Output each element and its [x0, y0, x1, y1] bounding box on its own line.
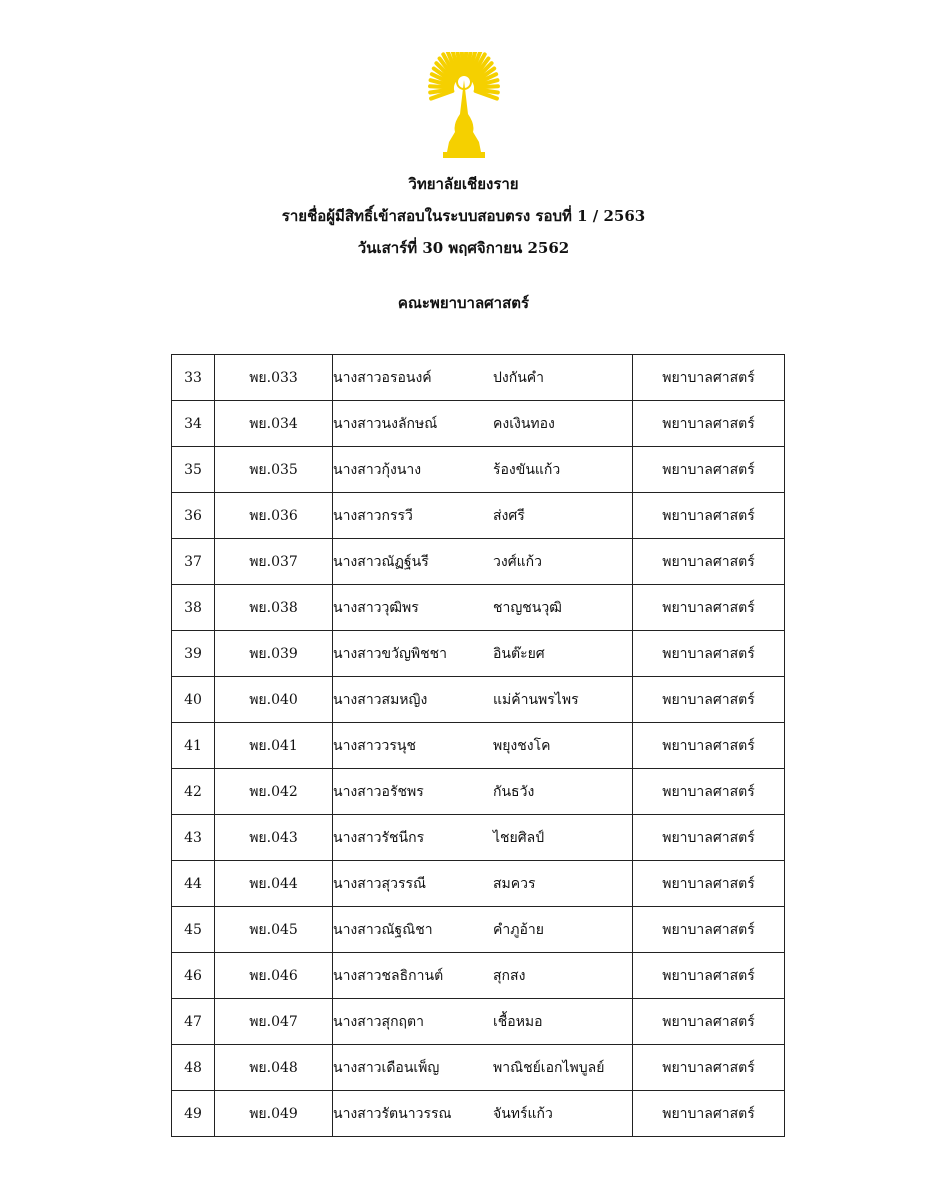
emblem-base — [443, 152, 485, 158]
candidate-name — [333, 355, 633, 401]
candidate-name — [333, 631, 633, 677]
candidate-first-name: นางสาวสุกฤตา — [333, 1013, 424, 1030]
candidate-last-name: ชาญชนวุฒิ — [493, 599, 562, 616]
candidate-faculty: พยาบาลศาสตร์ — [633, 401, 785, 447]
candidate-id: พย.043 — [215, 815, 333, 861]
candidate-id: พย.035 — [215, 447, 333, 493]
candidate-last-name: คงเงินทอง — [493, 415, 555, 432]
candidate-name — [333, 815, 633, 861]
table-row — [172, 723, 785, 769]
candidate-id: พย.042 — [215, 769, 333, 815]
candidate-last-name: พยุงชงโค — [493, 737, 551, 754]
candidate-id: พย.036 — [215, 493, 333, 539]
row-number: 45 — [172, 907, 215, 953]
candidate-last-name: แม่ค้านพรไพร — [493, 691, 579, 708]
candidate-name — [333, 907, 633, 953]
row-number: 36 — [172, 493, 215, 539]
row-number: 39 — [172, 631, 215, 677]
candidate-last-name: ส่งศรี — [493, 507, 525, 524]
candidate-last-name: เชื้อหมอ — [493, 1013, 543, 1030]
candidate-first-name: นางสาวอรอนงค์ — [333, 369, 432, 386]
candidate-faculty: พยาบาลศาสตร์ — [633, 1045, 785, 1091]
table-row — [172, 493, 785, 539]
candidate-last-name: อินต๊ะยศ — [493, 645, 545, 662]
exam-date: วันเสาร์ที่ 30 พฤศจิกายน 2562 — [357, 239, 570, 257]
candidate-first-name: นางสาวสมหญิง — [333, 691, 428, 708]
table-row — [172, 861, 785, 907]
candidate-id: พย.037 — [215, 539, 333, 585]
row-number: 38 — [172, 585, 215, 631]
table-row — [172, 1091, 785, 1137]
candidate-faculty: พยาบาลศาสตร์ — [633, 907, 785, 953]
candidate-last-name: สมควร — [493, 875, 536, 892]
candidate-first-name: นางสาวณัฏฐ์นรี — [333, 553, 429, 570]
candidate-faculty: พยาบาลศาสตร์ — [633, 447, 785, 493]
table-row — [172, 999, 785, 1045]
candidate-id: พย.045 — [215, 907, 333, 953]
table-row — [172, 355, 785, 401]
candidate-first-name: นางสาวนงลักษณ์ — [333, 415, 438, 432]
candidate-id: พย.048 — [215, 1045, 333, 1091]
college-emblem-icon — [421, 52, 507, 160]
candidate-first-name: นางสาวเดือนเพ็ญ — [333, 1059, 440, 1076]
candidate-name — [333, 861, 633, 907]
candidate-last-name: วงศ์แก้ว — [493, 553, 542, 570]
table-row — [172, 1045, 785, 1091]
row-number: 49 — [172, 1091, 215, 1137]
candidate-faculty: พยาบาลศาสตร์ — [633, 769, 785, 815]
candidate-last-name: พาณิชย์เอกไพบูลย์ — [493, 1059, 605, 1076]
candidate-faculty: พยาบาลศาสตร์ — [633, 631, 785, 677]
candidate-last-name: จันทร์แก้ว — [493, 1105, 553, 1122]
candidate-faculty: พยาบาลศาสตร์ — [633, 861, 785, 907]
candidate-first-name: นางสาววุฒิพร — [333, 599, 419, 616]
table-row — [172, 815, 785, 861]
candidate-first-name: นางสาวชลธิกานต์ — [333, 967, 444, 984]
row-number: 37 — [172, 539, 215, 585]
row-number: 43 — [172, 815, 215, 861]
candidate-id: พย.046 — [215, 953, 333, 999]
row-number: 33 — [172, 355, 215, 401]
institution-name: วิทยาลัยเชียงราย — [408, 175, 519, 193]
faculty-heading: คณะพยาบาลศาสตร์ — [397, 294, 530, 312]
candidate-last-name: ร้องขันแก้ว — [493, 461, 561, 478]
candidate-name — [333, 447, 633, 493]
candidate-first-name: นางสาวรัตนาวรรณ — [333, 1105, 452, 1122]
table-row — [172, 585, 785, 631]
candidate-first-name: นางสาววรนุช — [333, 737, 416, 754]
candidate-faculty: พยาบาลศาสตร์ — [633, 815, 785, 861]
candidate-faculty: พยาบาลศาสตร์ — [633, 493, 785, 539]
candidate-name — [333, 769, 633, 815]
row-number: 40 — [172, 677, 215, 723]
candidate-table-body — [172, 355, 785, 1137]
candidate-id: พย.044 — [215, 861, 333, 907]
candidate-first-name: นางสาวอรัชพร — [333, 783, 424, 800]
candidate-faculty: พยาบาลศาสตร์ — [633, 999, 785, 1045]
candidate-last-name: สุกสง — [493, 967, 526, 984]
candidate-first-name: นางสาวกุ้งนาง — [333, 461, 422, 478]
table-row — [172, 447, 785, 493]
emblem-ray — [476, 86, 498, 87]
document-title: รายชื่อผู้มีสิทธิ์เข้าสอบในระบบสอบตรง รอบที่ 1 / 2563 — [281, 207, 646, 225]
candidate-id: พย.040 — [215, 677, 333, 723]
table-row — [172, 953, 785, 999]
candidate-last-name: คำภูอ้าย — [493, 921, 544, 938]
candidate-faculty: พยาบาลศาสตร์ — [633, 585, 785, 631]
candidate-id: พย.041 — [215, 723, 333, 769]
row-number: 42 — [172, 769, 215, 815]
table-row — [172, 677, 785, 723]
candidate-id: พย.033 — [215, 355, 333, 401]
candidate-faculty: พยาบาลศาสตร์ — [633, 677, 785, 723]
candidate-first-name: นางสาวสุวรรณี — [333, 875, 426, 892]
candidate-first-name: นางสาวกรรวี — [333, 507, 413, 524]
table-row — [172, 907, 785, 953]
candidate-id: พย.034 — [215, 401, 333, 447]
candidate-faculty: พยาบาลศาสตร์ — [633, 1091, 785, 1137]
row-number: 41 — [172, 723, 215, 769]
candidate-name — [333, 585, 633, 631]
candidate-id: พย.047 — [215, 999, 333, 1045]
row-number: 34 — [172, 401, 215, 447]
candidate-name — [333, 999, 633, 1045]
emblem-ray — [462, 52, 464, 76]
table-row — [172, 401, 785, 447]
college-emblem-graphic — [421, 52, 507, 160]
row-number: 47 — [172, 999, 215, 1045]
candidate-last-name: ไชยศิลป์ — [493, 829, 545, 846]
candidate-id: พย.049 — [215, 1091, 333, 1137]
candidate-name — [333, 1091, 633, 1137]
candidate-name — [333, 401, 633, 447]
candidate-name — [333, 493, 633, 539]
candidate-name — [333, 1045, 633, 1091]
table-row — [172, 769, 785, 815]
row-number: 35 — [172, 447, 215, 493]
candidate-last-name: ปงกันคำ — [493, 369, 544, 386]
candidate-name — [333, 677, 633, 723]
candidate-name — [333, 723, 633, 769]
candidate-name — [333, 539, 633, 585]
row-number: 48 — [172, 1045, 215, 1091]
candidate-faculty: พยาบาลศาสตร์ — [633, 355, 785, 401]
table-row — [172, 539, 785, 585]
candidate-name — [333, 953, 633, 999]
table-row — [172, 631, 785, 677]
candidate-id: พย.038 — [215, 585, 333, 631]
candidate-table — [171, 354, 785, 1137]
candidate-faculty: พยาบาลศาสตร์ — [633, 723, 785, 769]
candidate-first-name: นางสาวรัชนีกร — [333, 829, 425, 846]
row-number: 46 — [172, 953, 215, 999]
candidate-first-name: นางสาวขวัญพิชชา — [333, 645, 447, 662]
candidate-faculty: พยาบาลศาสตร์ — [633, 953, 785, 999]
candidate-id: พย.039 — [215, 631, 333, 677]
candidate-first-name: นางสาวณัฐณิชา — [333, 921, 433, 938]
candidate-faculty: พยาบาลศาสตร์ — [633, 539, 785, 585]
candidate-last-name: กันธวัง — [493, 783, 535, 800]
row-number: 44 — [172, 861, 215, 907]
